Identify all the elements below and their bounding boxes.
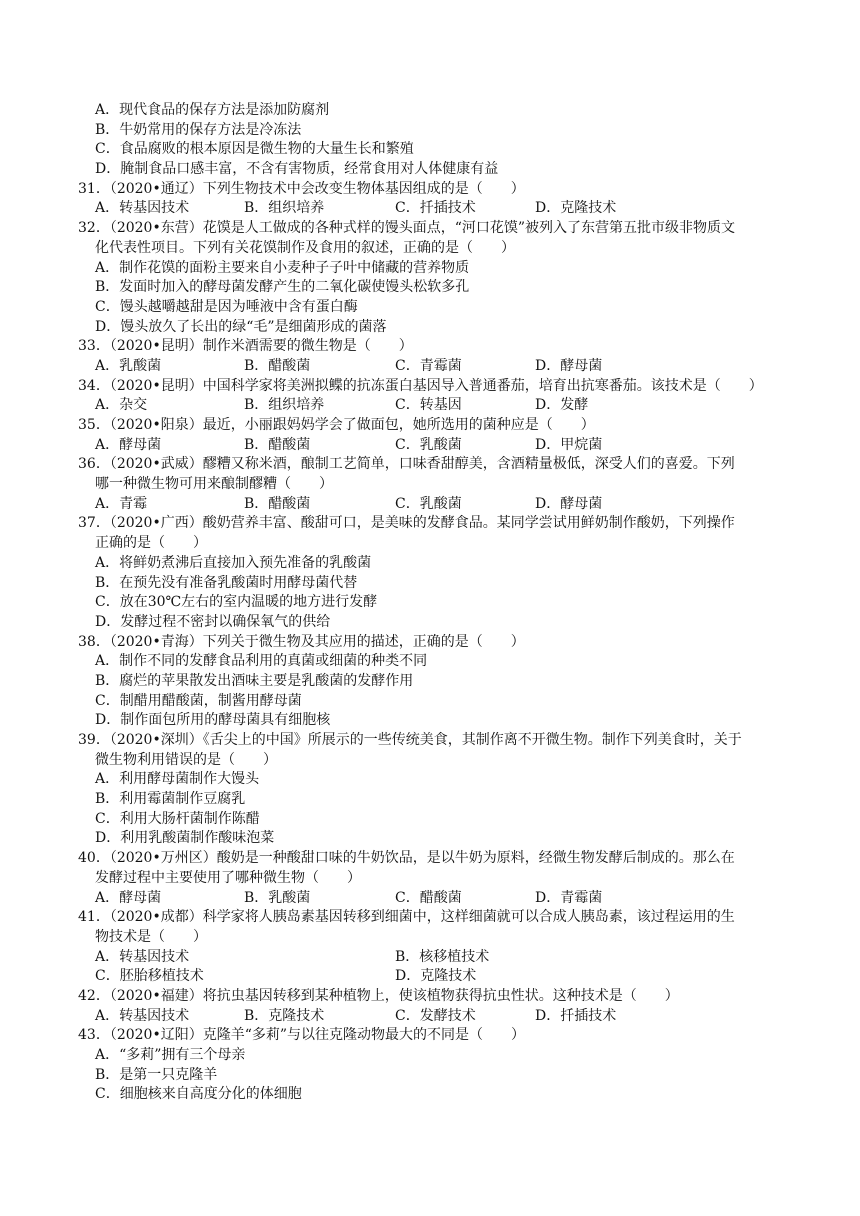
answer-option: D．青霉菌 [535,889,603,906]
question-text-line: B．是第一只克隆羊 [95,1066,218,1083]
question-text-line: C．细胞核来自高度分化的体细胞 [95,1086,302,1103]
option-row [78,199,788,219]
question-text-line: 正确的是（ ） [95,535,207,552]
question-text-line: A．“多莉”拥有三个母亲 [95,1047,246,1063]
answer-option: C．发酵技术 [395,1007,476,1024]
answer-option: D．酵母菌 [535,495,603,512]
answer-option: D．克隆技术 [535,200,617,217]
option-row [78,396,788,416]
question-text-line: D．利用乳酸菌制作酸味泡菜 [95,830,275,847]
answer-option: C．转基因 [395,397,462,414]
question-text-line: C．利用大肠杆菌制作陈醋 [95,810,260,827]
question-stem: 38．（2020•青海）下列关于微生物及其应用的描述，正确的是（ ） [78,633,525,650]
question-stem: 39．（2020•深圳）《舌尖上的中国》所展示的一些传统美食，其制作离不开微生物。制作下列美食时，关于 [78,732,742,748]
question-text-line: C．制醋用醋酸菌，制酱用酵母菌 [95,692,302,709]
question-text-line: 哪一种微生物可用来酿制醪糟（ ） [95,476,333,493]
answer-option: B．核移植技术 [395,948,490,965]
answer-option: B．醋酸菌 [244,436,311,453]
answer-option: A．转基因技术 [95,1007,190,1024]
question-text-line: A．利用酵母菌制作大馒头 [95,771,260,788]
answer-option: A．乳酸菌 [95,357,162,374]
answer-option: D．扦插技术 [535,1007,617,1024]
answer-option: C．青霉菌 [395,357,462,374]
question-text-line: 微生物利用错误的是（ ） [95,751,277,768]
question-stem: 35．（2020•阳泉）最近，小丽跟妈妈学会了做面包，她所选用的菌种应是（ ） [78,417,595,433]
option-row [78,357,788,377]
question-stem: 41．（2020•成都）科学家将人胰岛素基因转移到细菌中，这样细菌就可以合成人胰岛素，该过程运用的生 [78,909,735,926]
option-row [78,967,788,987]
answer-option: B．乳酸菌 [244,889,311,906]
question-text-line: 发酵过程中主要使用了哪种微生物（ ） [95,869,361,886]
question-text-line: B．牛奶常用的保存方法是冷冻法 [95,121,302,138]
question-text-line: B．腐烂的苹果散发出酒味主要是乳酸菌的发酵作用 [95,672,414,689]
answer-option: C．扦插技术 [395,200,476,217]
question-text-line: D．腌制食品口感丰富，不含有害物质，经常食用对人体健康有益 [95,161,499,178]
question-text-line: D．馒头放久了长出的绿“毛”是细菌形成的菌落 [95,318,387,335]
question-stem: 36．（2020•武威）醪糟又称米酒，酿制工艺简单，口味香甜醇美，含酒精量极低，深受人们的喜爱。下列 [78,456,735,473]
answer-option: B．醋酸菌 [244,357,311,374]
question-stem: 37．（2020•广西）酸奶营养丰富、酸甜可口，是美味的发酵食品。某同学尝试用鲜奶制作酸奶，下列操作 [78,515,735,532]
option-row [78,889,788,909]
question-stem: 31．（2020•通辽）下列生物技术中会改变生物体基因组成的是（ ） [78,180,525,197]
answer-option: C．乳酸菌 [395,495,462,512]
question-text-line: D．制作面包所用的酵母菌具有细胞核 [95,712,331,729]
question-text-line: B．利用霉菌制作豆腐乳 [95,791,246,808]
question-text-line: C．馒头越嚼越甜是因为唾液中含有蛋白酶 [95,298,358,315]
answer-option: A．转基因技术 [95,200,190,217]
option-row [78,948,788,968]
question-text-line: D．发酵过程不密封以确保氧气的供给 [95,613,331,630]
question-stem: 42．（2020•福建）将抗虫基因转移到某种植物上，使该植物获得抗虫性状。这种技术是（ ） [78,987,679,1004]
answer-option: C．乳酸菌 [395,436,462,453]
exam-page [78,101,788,1105]
answer-option: D．克隆技术 [395,968,477,985]
question-text-line: A．将鲜奶煮沸后直接加入预先准备的乳酸菌 [95,554,372,571]
question-stem: 40．（2020•万州区）酸奶是一种酸甜口味的牛奶饮品，是以牛奶为原料，经微生物发酵后制成的。那么在 [78,850,735,867]
answer-option: D．发酵 [535,397,589,414]
question-text-line: 物技术是（ ） [95,928,207,945]
question-stem: 43．（2020•辽阳）克隆羊“多莉”与以往克隆动物最大的不同是（ ） [78,1027,526,1044]
answer-option: C．胚胎移植技术 [95,968,204,985]
option-row [78,436,788,456]
answer-option: B．组织培养 [244,200,325,217]
question-text-line: A．制作花馍的面粉主要来自小麦种子子叶中储藏的营养物质 [95,259,470,276]
question-stem: 34．（2020•昆明）中国科学家将美洲拟鲽的抗冻蛋白基因导入普通番茄，培育出抗寒番茄。该技术是（ ） [78,377,763,394]
question-text-line: A．制作不同的发酵食品利用的真菌或细菌的种类不同 [95,653,428,670]
answer-option: A．杂交 [95,397,148,414]
answer-option: B．组织培养 [244,397,325,414]
question-text-line: C．放在30℃左右的室内温暖的地方进行发酵 [95,594,378,611]
answer-option: A．酵母菌 [95,889,162,906]
question-text-line: 化代表性项目。下列有关花馍制作及食用的叙述，正确的是（ ） [95,239,515,256]
answer-option: A．酵母菌 [95,436,162,453]
question-text-line: A．现代食品的保存方法是添加防腐剂 [95,102,330,118]
question-stem: 33．（2020•昆明）制作米酒需要的微生物是（ ） [78,338,413,355]
question-text-line: B．在预先没有准备乳酸菌时用酵母菌代替 [95,574,358,591]
answer-option: D．酵母菌 [535,357,603,374]
question-text-line: C．食品腐败的根本原因是微生物的大量生长和繁殖 [95,141,414,158]
answer-option: A．转基因技术 [95,948,190,965]
option-row [78,1007,788,1027]
question-stem: 32．（2020•东营）花馍是人工做成的各种式样的馒头面点，“河口花馍”被列入了东营第五批市级非物质文 [78,220,736,237]
question-text-line: B．发面时加入的酵母菌发酵产生的二氧化碳使馒头松软多孔 [95,279,470,296]
answer-option: D．甲烷菌 [535,436,603,453]
answer-option: B．醋酸菌 [244,495,311,512]
answer-option: A．青霉 [95,495,148,512]
answer-option: C．醋酸菌 [395,889,462,906]
answer-option: B．克隆技术 [244,1007,325,1024]
option-row [78,495,788,515]
